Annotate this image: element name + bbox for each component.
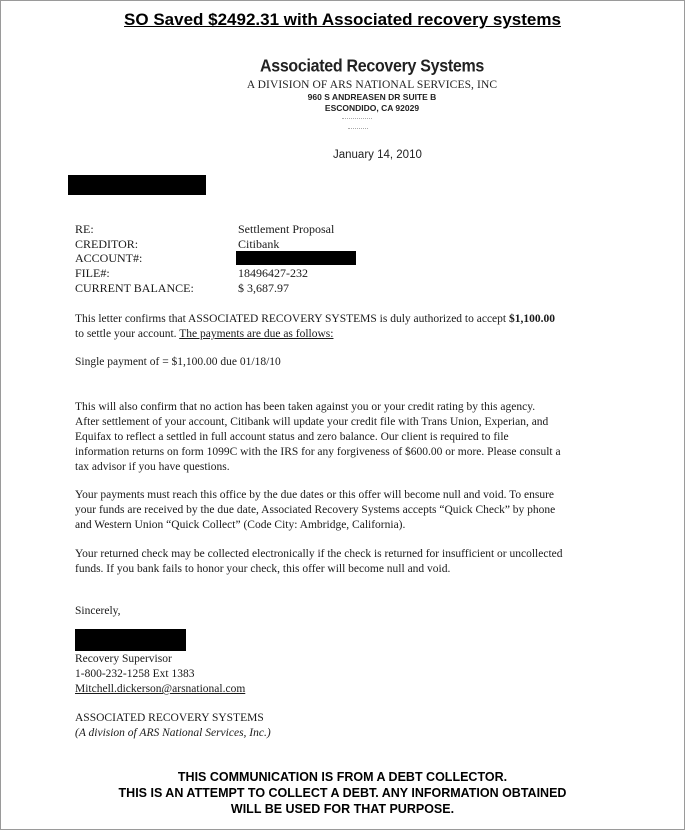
re-value: Settlement Proposal bbox=[238, 222, 335, 236]
company-division: (A division of ARS National Services, Inc.) bbox=[75, 727, 271, 739]
closing: Sincerely, bbox=[75, 605, 121, 617]
creditor-value: Citibank bbox=[238, 237, 280, 251]
letterhead-dots bbox=[348, 128, 368, 131]
company-block bbox=[75, 711, 615, 741]
account-label: ACCOUNT#: bbox=[75, 251, 143, 265]
returned-check-paragraph bbox=[75, 547, 615, 577]
intro-text: This letter confirms that ASSOCIATED RECOVERY SYSTEMS is duly authorized to accept bbox=[75, 313, 509, 325]
letterhead-dots bbox=[342, 118, 372, 121]
letterhead-address-line2: ESCONDIDO, CA 92029 bbox=[324, 103, 420, 113]
confirmation-paragraph bbox=[75, 400, 615, 475]
paragraph-line: Equifax to reflect a settled in full account status and zero balance. Our client is required to file bbox=[75, 431, 509, 443]
payments-due-heading: The payments are due as follows: bbox=[179, 328, 334, 340]
settlement-amount: $1,100.00 bbox=[508, 313, 555, 325]
paragraph-line: tax advisor if you have questions. bbox=[75, 461, 230, 473]
information-use-notice: WILL BE USED FOR THAT PURPOSE. bbox=[230, 802, 455, 816]
paragraph-line: Your payments must reach this office by the due dates or this offer will become null and void. To ensure bbox=[75, 489, 555, 501]
letterhead-address-line1: 960 S ANDREASEN DR SUITE B bbox=[307, 92, 437, 102]
letterhead-division: A DIVISION OF ARS NATIONAL SERVICES, INC bbox=[246, 79, 498, 91]
signer-title: Recovery Supervisor bbox=[75, 653, 172, 665]
debt-collector-notice: THIS COMMUNICATION IS FROM A DEBT COLLECTOR. bbox=[177, 770, 508, 784]
signer-email-link[interactable]: Mitchell.dickerson@arsnational.com bbox=[75, 683, 246, 695]
balance-value: $ 3,687.97 bbox=[238, 281, 289, 295]
signer-block bbox=[75, 652, 615, 697]
savings-banner: SO Saved $2492.31 with Associated recovery systems bbox=[124, 10, 561, 29]
company-name: ASSOCIATED RECOVERY SYSTEMS bbox=[75, 712, 264, 724]
redacted-recipient bbox=[68, 175, 206, 195]
debt-collection-notice: THIS IS AN ATTEMPT TO COLLECT A DEBT. ANY INFORMATION OBTAINED bbox=[118, 786, 567, 800]
payment-schedule: Single payment of = $1,100.00 due 01/18/10 bbox=[75, 356, 281, 368]
intro-text-2: to settle your account. bbox=[75, 328, 180, 340]
paragraph-line: Your returned check may be collected electronically if the check is returned for insufficient or uncollected bbox=[75, 548, 563, 560]
signer-phone: 1-800-232-1258 Ext 1383 bbox=[75, 668, 195, 680]
re-label: RE: bbox=[75, 222, 94, 236]
payments-paragraph bbox=[75, 488, 615, 533]
paragraph-line: This will also confirm that no action has been taken against you or your credit rating by this agency. bbox=[75, 401, 536, 413]
file-value: 18496427-232 bbox=[238, 266, 308, 280]
redacted-signature bbox=[75, 629, 186, 651]
balance-label: CURRENT BALANCE: bbox=[75, 281, 194, 295]
file-label: FILE#: bbox=[75, 266, 110, 280]
intro-paragraph bbox=[75, 312, 615, 342]
letterhead-company-name: Associated Recovery Systems bbox=[259, 57, 485, 76]
paragraph-line: and Western Union “Quick Collect” (Code City: Ambridge, California). bbox=[75, 519, 406, 531]
paragraph-line: information returns on form 1099C with the IRS for any forgiveness of $600.00 or more. Please consult a bbox=[75, 446, 561, 458]
paragraph-line: After settlement of your account, Citibank will update your credit file with Trans Union, Experian, and bbox=[75, 416, 549, 428]
creditor-label: CREDITOR: bbox=[75, 237, 139, 251]
paragraph-line: your funds are received by the due date, Associated Recovery Systems accepts “Quick Check” by phone bbox=[75, 504, 556, 516]
letter-date: January 14, 2010 bbox=[333, 149, 422, 161]
paragraph-line: funds. If you bank fails to honor your check, this offer will become null and void. bbox=[75, 563, 451, 575]
redacted-account-number bbox=[236, 251, 356, 265]
